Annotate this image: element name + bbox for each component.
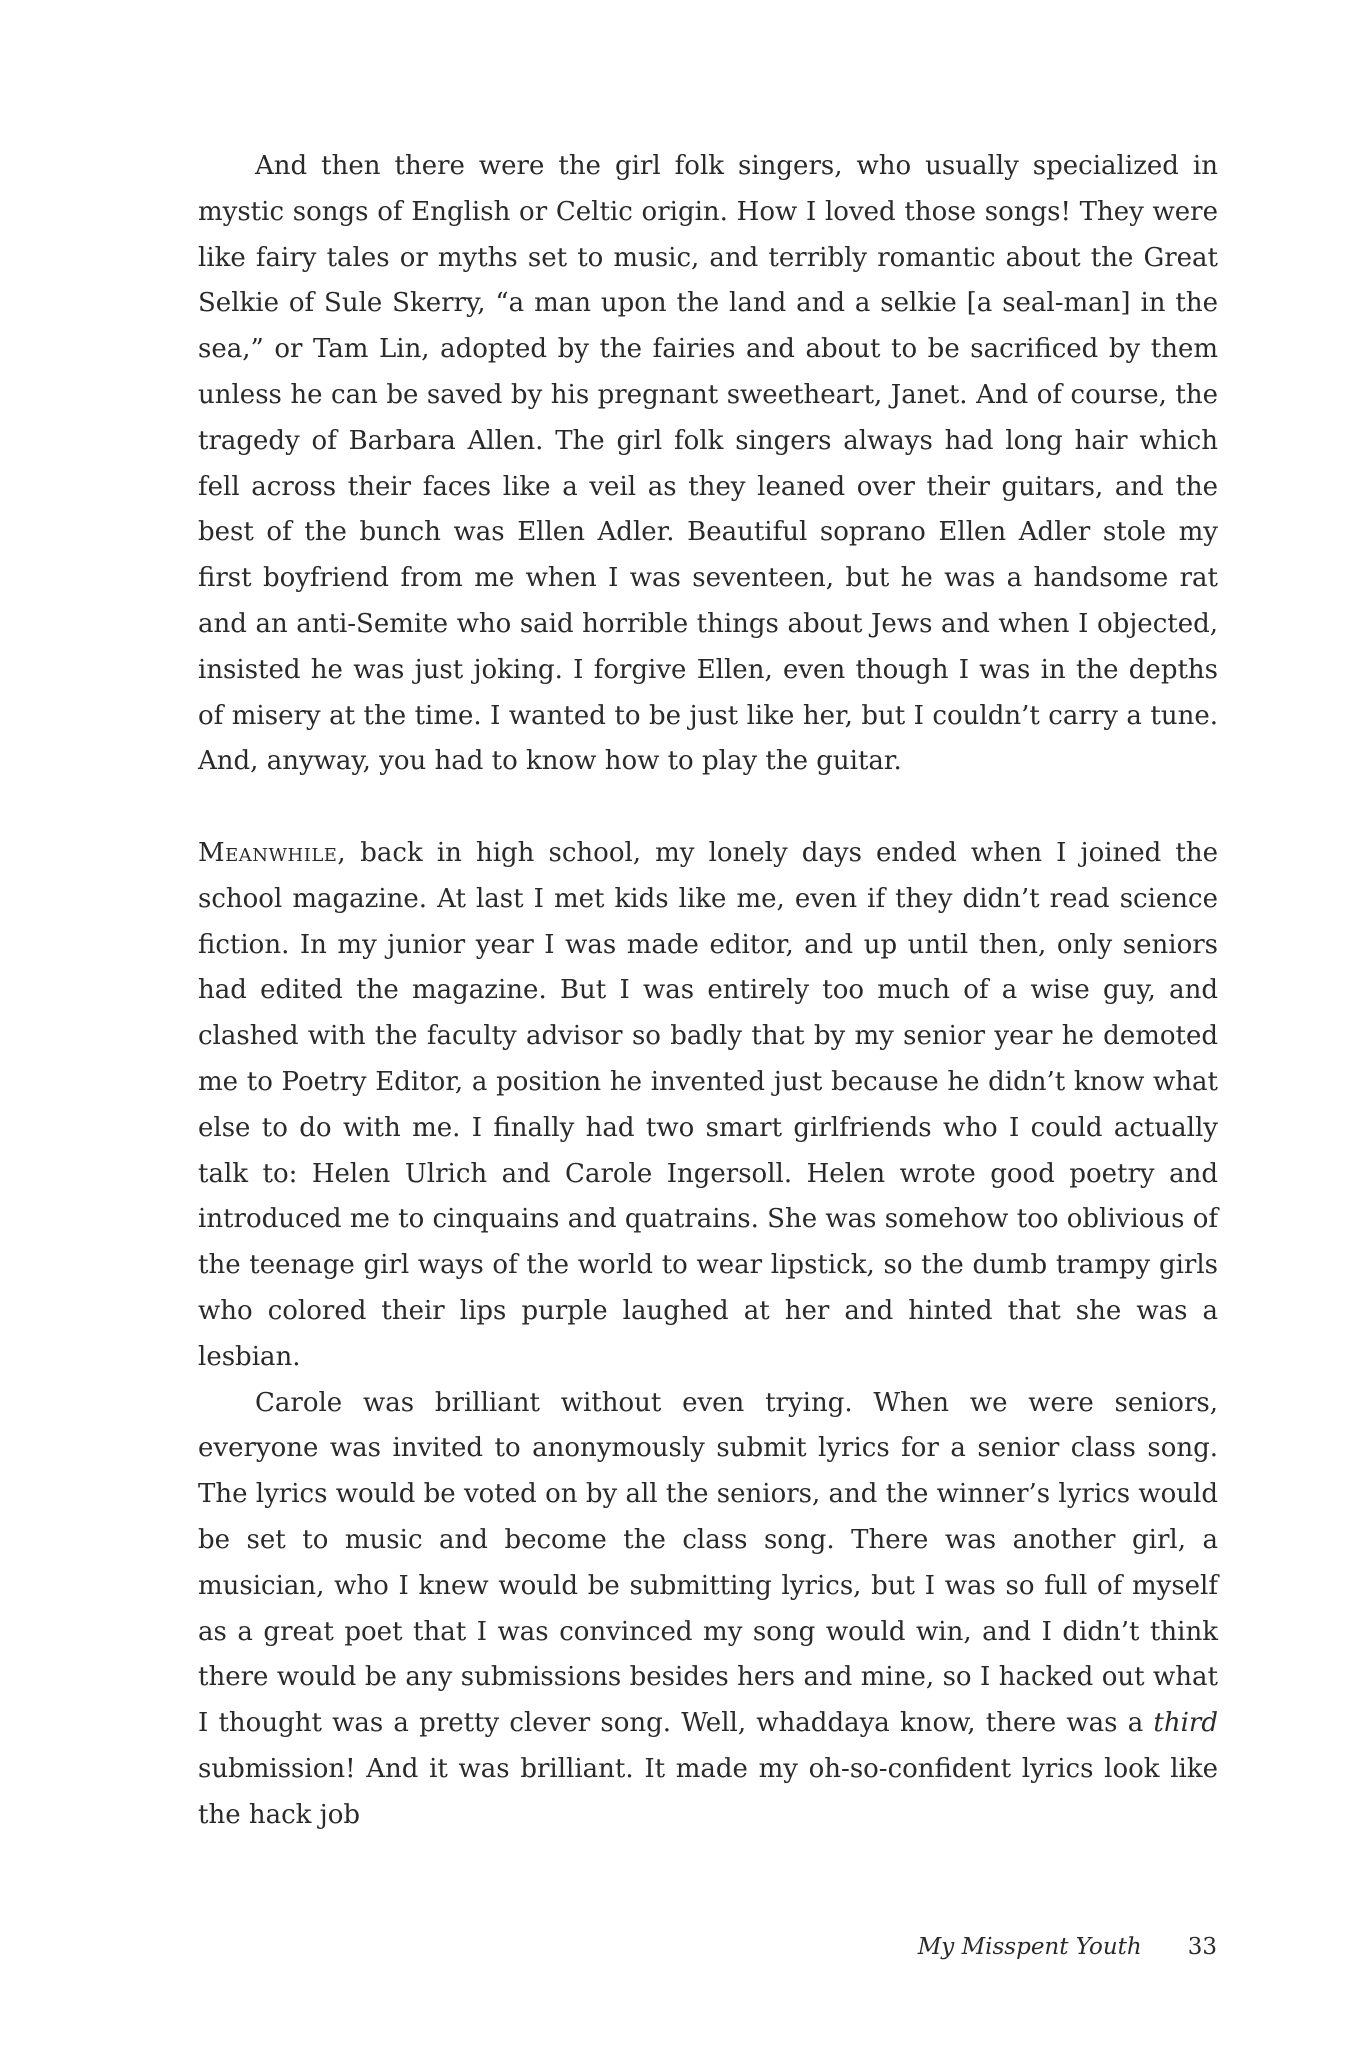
page-number: 33 (1187, 1934, 1217, 1960)
paragraph-class-song (198, 1381, 1218, 1839)
paragraph-text: And then there were the girl folk singers, who usually specialized in mystic songs of English or Celtic origin. How I loved those songs! They were like fairy tales or myths set to music, and terribly romantic about the Great Selkie of Sule Skerry, “a man upon the land and a selkie [a seal-man] in the sea,” or Tam Lin, adopted by the fairies and about to be sacrificed by them unless he can be saved by his pregnant sweetheart, Janet. And of course, the tragedy of Barbara Allen. The girl folk singers always had long hair which fell across their faces like a veil as they leaned over their guitars, and the best of the bunch was Ellen Adler. Beautiful soprano Ellen Adler stole my first boyfriend from me when I was seventeen, but he was a handsome rat and an anti-Semite who said horrible things about Jews and when I objected, insisted he was just joking. I forgive Ellen, even though I was in the depths of misery at the time. I wanted to be just like her, but I couldn’t carry a tune. And, anyway, you had to know how to play the guitar. (198, 151, 1218, 777)
paragraph-school-magazine (198, 831, 1218, 1381)
section-lead-in: Meanwhile, (198, 837, 347, 868)
paragraph-text: back in high school, my lonely days ended when I joined the school magazine. At last I met kids like me, even if they didn’t read science fiction. In my junior year I was made editor, and up until then, only seniors had edited the magazine. But I was entirely too much of a wise guy, and clashed with the faculty advisor so badly that by my senior year he demoted me to Poetry Editor, a position he invented just because he didn’t know what else to do with me. I finally had two smart girlfriends who I could actually talk to: Helen Ulrich and Carole Ingersoll. Helen wrote good poetry and introduced me to cinquains and quatrains. She was somehow too oblivious of the teenage girl ways of the world to wear lipstick, so the dumb trampy girls who colored their lips purple laughed at her and hinted that she was a lesbian. (198, 837, 1218, 1372)
paragraph-text-start: Carole was brilliant without even trying. When we were seniors, everyone was invited to anonymously submit lyrics for a senior class song. The lyrics would be voted on by all the seniors, and the winner’s lyrics would be set to music and become the class song. There was another girl, a musician, who I knew would be submitting lyrics, but I was so full of myself as a great poet that I was convinced my song would win, and I didn’t think there would be any submissions besides hers and mine, so I hacked out what I thought was a pretty clever song. Well, whaddaya know, there was a (198, 1387, 1218, 1739)
page-footer (0, 1932, 1217, 1962)
body-text (198, 144, 1218, 1838)
running-head: My Misspent Youth (917, 1934, 1142, 1960)
paragraph-text-end: submission! And it was brilliant. It made my oh-so-confident lyrics look like the hack job (198, 1753, 1218, 1830)
emphasized-word: third (1153, 1708, 1218, 1739)
paragraph-folk-singers (198, 144, 1218, 785)
